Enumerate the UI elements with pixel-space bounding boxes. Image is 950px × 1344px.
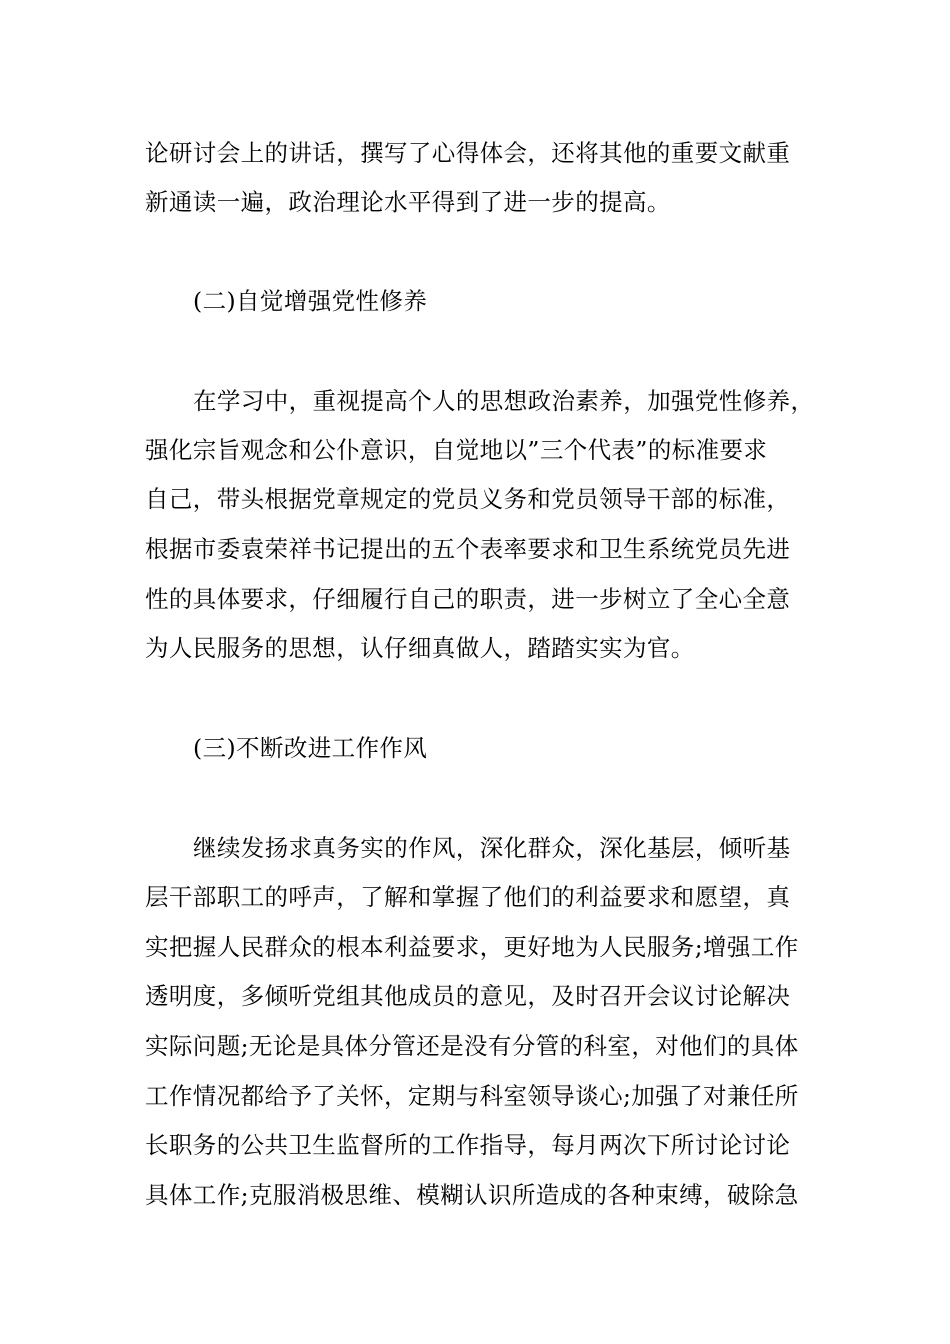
paragraph-line: 长职务的公共卫生监督所的工作指导，每月两次下所讨论讨论 bbox=[145, 1131, 791, 1159]
paragraph-line: 自己，带头根据党章规定的党员义务和党员领导干部的标准， bbox=[145, 485, 791, 513]
paragraph-line: 在学习中，重视提高个人的思想政治素养，加强党性修养， bbox=[193, 387, 815, 415]
paragraph-line: 工作情况都给予了关怀，定期与科室领导谈心;加强了对兼任所 bbox=[145, 1082, 799, 1110]
paragraph-line: 新通读一遍，政治理论水平得到了进一步的提高。 bbox=[145, 188, 671, 216]
paragraph-line: 论研讨会上的讲话，撰写了心得体会，还将其他的重要文献重 bbox=[145, 139, 791, 167]
paragraph-line: 继续发扬求真务实的作风，深化群众，深化基层，倾听基 bbox=[193, 834, 791, 862]
paragraph-line: 层干部职工的呼声，了解和掌握了他们的利益要求和愿望，真 bbox=[145, 883, 791, 911]
paragraph-line: 为人民服务的思想，认仔细真做人，踏踏实实为官。 bbox=[145, 634, 695, 662]
paragraph-line: 根据市委袁荣祥书记提出的五个表率要求和卫生系统党员先进 bbox=[145, 535, 791, 563]
paragraph-line: 强化宗旨观念和公仆意识，自觉地以”三个代表”的标准要求 bbox=[145, 436, 768, 464]
paragraph-line: 实际问题;无论是具体分管还是没有分管的科室，对他们的具体 bbox=[145, 1032, 799, 1060]
paragraph-line: 实把握人民群众的根本利益要求，更好地为人民服务;增强工作 bbox=[145, 933, 799, 961]
section-heading: (三)不断改进工作作风 bbox=[193, 734, 428, 762]
section-heading: (二)自觉增强党性修养 bbox=[193, 287, 428, 315]
paragraph-line: 具体工作;克服消极思维、模糊认识所造成的各种束缚，破除急 bbox=[145, 1181, 799, 1209]
paragraph-line: 性的具体要求，仔细履行自己的职责，进一步树立了全心全意 bbox=[145, 585, 791, 613]
paragraph-line: 透明度，多倾听党组其他成员的意见，及时召开会议讨论解决 bbox=[145, 982, 791, 1010]
